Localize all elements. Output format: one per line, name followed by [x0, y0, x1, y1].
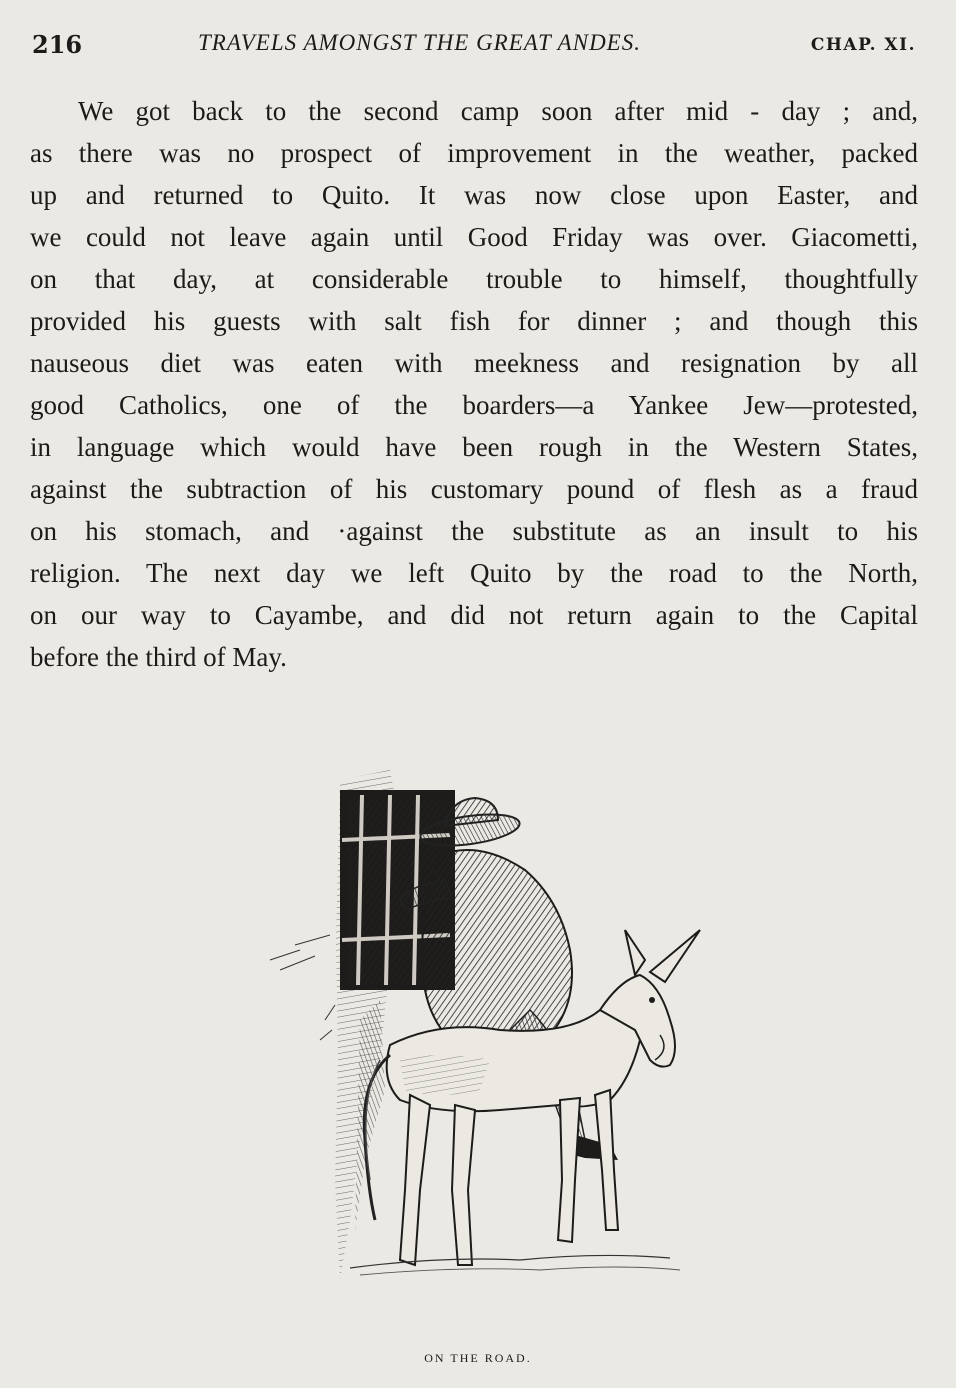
text-line: on our way to Cayambe, and did not return again to the Capital	[30, 600, 918, 630]
running-title: TRAVELS AMONGST THE GREAT ANDES.	[198, 30, 641, 55]
text-line: We got back to the second camp soon after mid - day ; and,	[78, 96, 918, 126]
body-paragraph	[30, 90, 918, 678]
engraving-illustration	[240, 760, 720, 1320]
text-line: good Catholics, one of the boarders—a Yankee Jew—protested,	[30, 390, 918, 420]
text-line: religion. The next day we left Quito by the road to the North,	[30, 558, 918, 588]
text-line: provided his guests with salt fish for dinner ; and though this	[30, 306, 918, 336]
text-line: as there was no prospect of improvement in the weather, packed	[30, 138, 918, 168]
text-line: nauseous diet was eaten with meekness and resignation by all	[30, 348, 918, 378]
text-line: up and returned to Quito. It was now close upon Easter, and	[30, 180, 918, 210]
figure-caption: ON THE ROAD.	[424, 1351, 532, 1365]
text-line: in language which would have been rough in the Western States,	[30, 432, 918, 462]
text-line: we could not leave again until Good Friday was over. Giacometti,	[30, 222, 918, 252]
running-header	[30, 30, 918, 64]
text-line: on that day, at considerable trouble to himself, thoughtfully	[30, 264, 918, 294]
text-line: against the subtraction of his customary pound of flesh as a fraud	[30, 474, 918, 504]
chapter-label: CHAP. XI.	[810, 35, 916, 55]
text-line: on his stomach, and ·against the substitute as an insult to his	[30, 516, 918, 546]
text-line: before the third of May.	[30, 642, 287, 672]
page-number: 216	[32, 30, 83, 59]
